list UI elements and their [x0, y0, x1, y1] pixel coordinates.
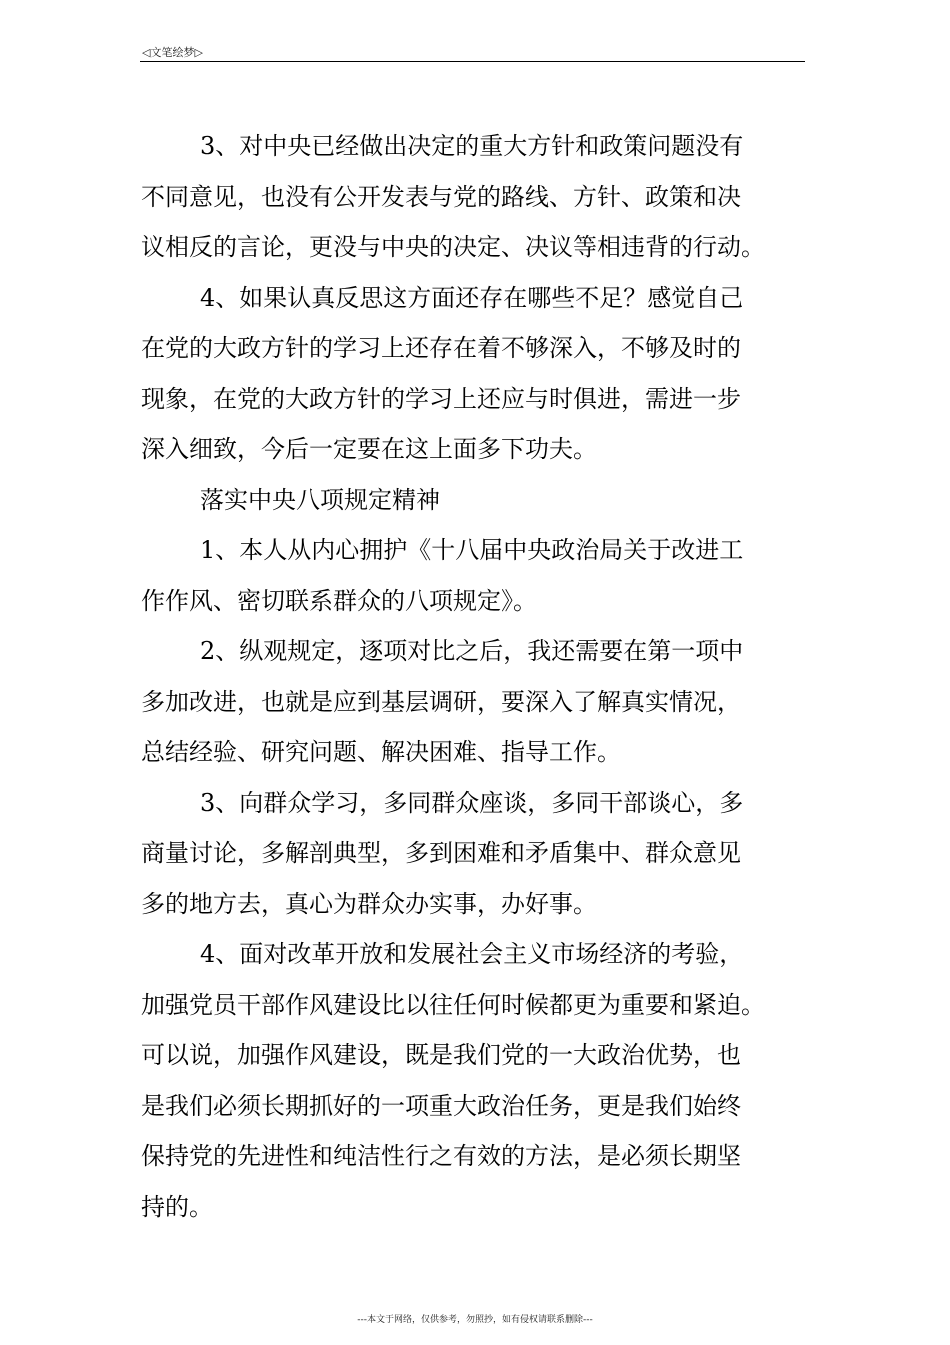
- text-line: 加强党员干部作风建设比以往任何时候都更为重要和紧迫。: [141, 990, 765, 1019]
- text-line: 多加改进，也就是应到基层调研，要深入了解真实情况，: [141, 687, 741, 716]
- text-line: 多的地方去，真心为群众办实事，办好事。: [141, 889, 597, 918]
- text-line: 总结经验、研究问题、解决困难、指导工作。: [141, 738, 621, 766]
- text-line: 1、本人从内心拥护《十八届中央政治局关于改进工: [200, 536, 744, 564]
- text-line: 现象，在党的大政方针的学习上还应与时俱进，需进一步: [141, 384, 741, 413]
- page-footer: ---本文于网络，仅供参考，勿照抄，如有侵权请联系删除---: [357, 1315, 593, 1325]
- text-line: 商量讨论，多解剖典型，多到困难和矛盾集中、群众意见: [141, 839, 741, 867]
- text-line: 2、纵观规定，逐项对比之后，我还需要在第一项中: [200, 637, 744, 665]
- document-body: [141, 121, 809, 1232]
- text-line: 4、如果认真反思这方面还存在哪些不足？感觉自己: [200, 283, 744, 312]
- text-line: 3、对中央已经做出决定的重大方针和政策问题没有: [200, 132, 744, 160]
- text-line: 作作风、密切联系群众的八项规定》。: [141, 586, 537, 615]
- text-line: 4、面对改革开放和发展社会主义市场经济的考验，: [200, 940, 744, 968]
- text-line: 保持党的先进性和纯洁性行之有效的方法，是必须长期坚: [141, 1142, 741, 1170]
- text-line: 3、向群众学习，多同群众座谈，多同干部谈心，多: [200, 788, 744, 817]
- text-line: 持的。: [141, 1192, 213, 1221]
- text-line: 在党的大政方针的学习上还存在着不够深入，不够及时的: [141, 334, 741, 362]
- text-line: 深入细致，今后一定要在这上面多下功夫。: [141, 435, 597, 463]
- text-line: 议相反的言论，更没与中央的决定、决议等相违背的行动。: [141, 233, 765, 261]
- text-line: 可以说，加强作风建设，既是我们党的一大政治优势，也: [141, 1041, 741, 1069]
- text-line: 不同意见，也没有公开发表与党的路线、方针、政策和决: [141, 182, 741, 211]
- page-header: ◁文笔绘梦▷: [142, 46, 203, 59]
- section-heading: 落实中央八项规定精神: [200, 485, 440, 514]
- header-divider: [140, 61, 805, 62]
- text-line: 是我们必须长期抓好的一项重大政治任务，更是我们始终: [141, 1091, 741, 1120]
